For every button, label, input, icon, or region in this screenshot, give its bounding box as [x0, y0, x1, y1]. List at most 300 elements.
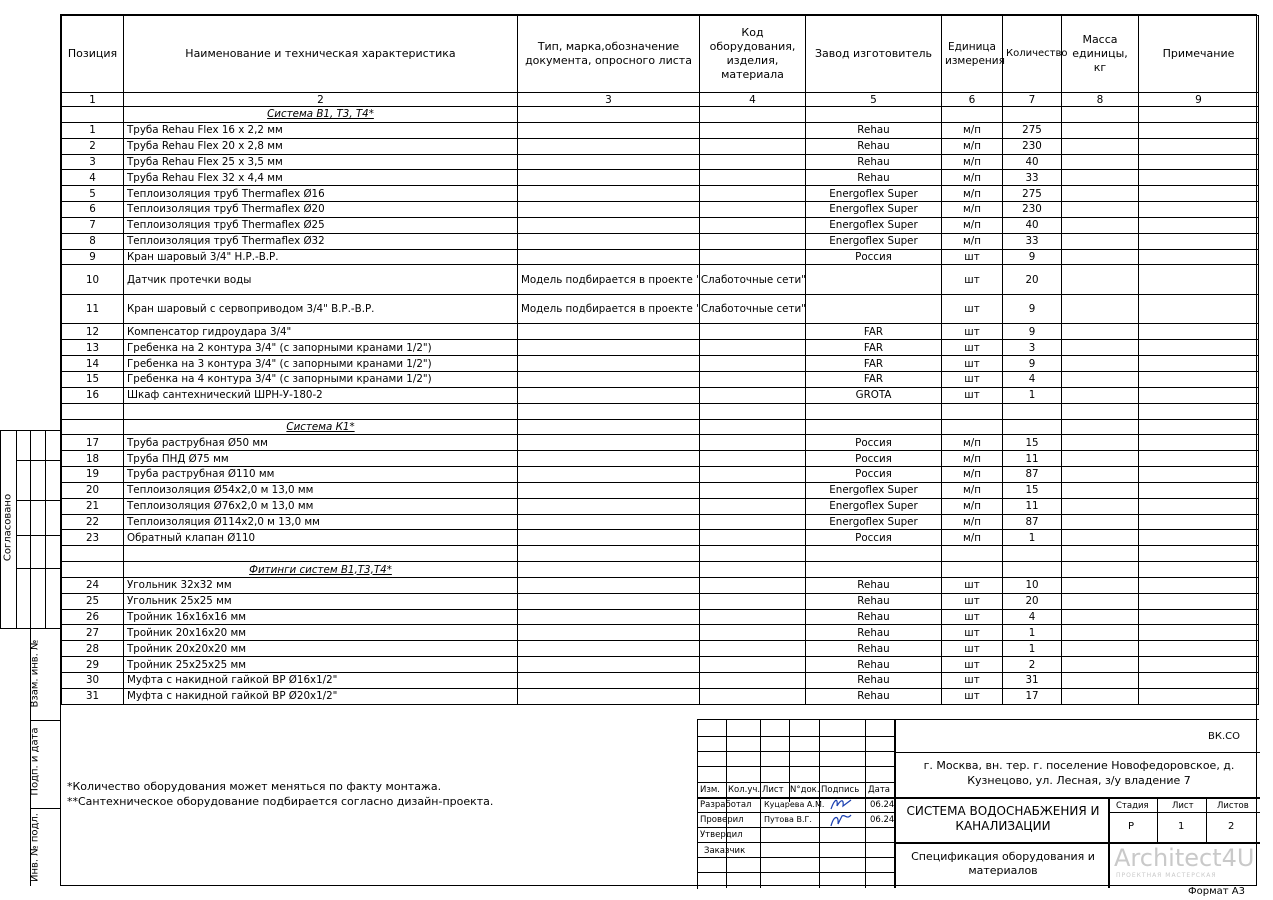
table-row: [62, 265, 1259, 295]
cell-unit: м/п: [942, 217, 1003, 233]
cell-maker: Россия: [806, 451, 942, 467]
cell-empty: [1062, 546, 1139, 562]
cell-unit: м/п: [942, 233, 1003, 249]
cell-note: [1139, 249, 1259, 265]
cell-name: Тройник 16x16x16 мм: [124, 609, 518, 625]
cell-qty: 31: [1003, 673, 1062, 689]
cell-code: [700, 641, 806, 657]
cell-empty: [942, 403, 1003, 419]
cell-note: [1139, 451, 1259, 467]
table-row: [62, 451, 1259, 467]
cell-code: [700, 233, 806, 249]
stage-label: Стадия: [1116, 801, 1149, 811]
cell-pos: [62, 562, 124, 578]
cell-doc: [518, 138, 700, 154]
cell-doc: [518, 340, 700, 356]
cell-empty: [806, 419, 942, 435]
cell-unit: м/п: [942, 530, 1003, 546]
cell-qty: 4: [1003, 609, 1062, 625]
cell-qty: 4: [1003, 371, 1062, 387]
cell-maker: Rehau: [806, 577, 942, 593]
cell-empty: [942, 419, 1003, 435]
cell-empty: [1062, 562, 1139, 578]
cell-name: Гребенка на 3 контура 3/4" (с запорными кранами 1/2"): [124, 356, 518, 372]
cell-maker: Россия: [806, 530, 942, 546]
cell-mass: [1062, 217, 1139, 233]
cell-doc: [518, 202, 700, 218]
cell-qty: 17: [1003, 688, 1062, 704]
logo-subtitle: ПРОЕКТНАЯ МАСТЕРСКАЯ: [1116, 872, 1217, 879]
cell-mass: [1062, 202, 1139, 218]
col-num: 2: [124, 93, 518, 107]
cell-position: 12: [62, 324, 124, 340]
cell-doc: [518, 577, 700, 593]
cell-maker: Rehau: [806, 688, 942, 704]
cell-position: 29: [62, 657, 124, 673]
col-num: 8: [1062, 93, 1139, 107]
cell-maker: Energoflex Super: [806, 498, 942, 514]
header-row: [62, 16, 1259, 93]
table-row: [62, 233, 1259, 249]
cell-maker: Rehau: [806, 170, 942, 186]
cell-unit: шт: [942, 577, 1003, 593]
cell-name: Угольник 25x25 мм: [124, 593, 518, 609]
cell-empty: [1062, 107, 1139, 123]
cell-note: [1139, 641, 1259, 657]
cell-unit: шт: [942, 249, 1003, 265]
cell-code: [700, 514, 806, 530]
col-num: 1: [62, 93, 124, 107]
cell-mass: [1062, 657, 1139, 673]
cell-unit: м/п: [942, 467, 1003, 483]
cell-doc: [518, 641, 700, 657]
cell-pos: [62, 107, 124, 123]
cell-qty: 20: [1003, 593, 1062, 609]
cell-mass: [1062, 186, 1139, 202]
cell-code: [700, 467, 806, 483]
cell-mass: [1062, 435, 1139, 451]
cell-maker: [806, 294, 942, 324]
header-note: Примечание: [1139, 16, 1259, 93]
cell-empty: [700, 562, 806, 578]
cell-maker: [806, 265, 942, 295]
drawing-sheet: [60, 14, 1257, 886]
cell-unit: м/п: [942, 186, 1003, 202]
cell-qty: 11: [1003, 498, 1062, 514]
cell-code: [700, 249, 806, 265]
cell-mass: [1062, 170, 1139, 186]
cell-empty: [1003, 403, 1062, 419]
cell-unit: шт: [942, 387, 1003, 403]
cell-empty: [1003, 419, 1062, 435]
cell-qty: 15: [1003, 482, 1062, 498]
stamp-role-check: Проверил: [700, 815, 744, 825]
cell-code: [700, 356, 806, 372]
cell-unit: м/п: [942, 154, 1003, 170]
cell-code: [700, 688, 806, 704]
sheet-label: Лист: [1172, 801, 1194, 811]
cell-empty: [1139, 562, 1259, 578]
stamp-col-kol: Кол.уч.: [728, 785, 761, 795]
cell-unit: шт: [942, 294, 1003, 324]
cell-code: [700, 324, 806, 340]
object-address: г. Москва, вн. тер. г. поселение Новофедоровское, д. Кузнецово, ул. Лесная, з/у владение 7: [923, 759, 1235, 787]
cell-name: Тройник 20x16x20 мм: [124, 625, 518, 641]
cell-position: 3: [62, 154, 124, 170]
table-row: [62, 356, 1259, 372]
empty-row: [62, 403, 1259, 419]
table-row: [62, 609, 1259, 625]
cell-doc: [518, 233, 700, 249]
cell-maker: Energoflex Super: [806, 482, 942, 498]
cell-mass: [1062, 641, 1139, 657]
cell-position: 30: [62, 673, 124, 689]
stamp-col-ndok: N°док.: [790, 785, 820, 795]
cell-name: Теплоизоляция Ø114x2,0 м 13,0 мм: [124, 514, 518, 530]
cell-code: [700, 609, 806, 625]
section-row: [62, 107, 1259, 123]
signature-icon: [829, 796, 853, 812]
cell-doc: [518, 609, 700, 625]
cell-doc: [518, 371, 700, 387]
cell-note: [1139, 593, 1259, 609]
cell-maker: Energoflex Super: [806, 514, 942, 530]
cell-note: [1139, 435, 1259, 451]
table-row: [62, 498, 1259, 514]
stamp-dev-date: 06.24: [870, 800, 895, 810]
cell-name: Гребенка на 4 контура 3/4" (с запорными кранами 1/2"): [124, 371, 518, 387]
format-label: Формат А3: [1188, 886, 1245, 897]
cell-note: [1139, 233, 1259, 249]
cell-position: 9: [62, 249, 124, 265]
col-num: 7: [1003, 93, 1062, 107]
table-row: [62, 170, 1259, 186]
note-2: **Сантехническое оборудование подбирается согласно дизайн-проекта.: [67, 795, 494, 808]
stamp-col-data: Дата: [868, 785, 891, 795]
cell-empty: [124, 546, 518, 562]
cell-doc: [518, 657, 700, 673]
cell-name: Труба Rehau Flex 32 x 4,4 мм: [124, 170, 518, 186]
cell-empty: [700, 546, 806, 562]
cell-position: 24: [62, 577, 124, 593]
cell-doc: [518, 514, 700, 530]
cell-position: 23: [62, 530, 124, 546]
cell-name: Труба Rehau Flex 25 x 3,5 мм: [124, 154, 518, 170]
cell-maker: GROTA: [806, 387, 942, 403]
cell-empty: [1139, 107, 1259, 123]
header-qty: Количество: [1003, 16, 1062, 93]
cell-qty: 9: [1003, 249, 1062, 265]
cell-maker: Rehau: [806, 138, 942, 154]
cell-doc: [518, 217, 700, 233]
cell-position: 11: [62, 294, 124, 324]
cell-doc: [518, 356, 700, 372]
header-name: Наименование и техническая характеристика: [124, 16, 518, 93]
table-row: [62, 467, 1259, 483]
cell-unit: шт: [942, 371, 1003, 387]
cell-maker: Energoflex Super: [806, 217, 942, 233]
cell-maker: Россия: [806, 467, 942, 483]
sheets-label: Листов: [1217, 801, 1249, 811]
cell-name: Кран шаровый с сервоприводом 3/4" В.Р.-В.Р.: [124, 294, 518, 324]
stamp-check-name: Путова В.Г.: [764, 815, 812, 824]
stamp-col-izm: Изм.: [700, 785, 720, 795]
cell-qty: 230: [1003, 138, 1062, 154]
cell-unit: шт: [942, 324, 1003, 340]
cell-mass: [1062, 593, 1139, 609]
table-row: [62, 249, 1259, 265]
cell-mass: [1062, 688, 1139, 704]
table-row: [62, 482, 1259, 498]
cell-doc: [518, 467, 700, 483]
cell-doc: [518, 625, 700, 641]
cell-doc: [518, 530, 700, 546]
left-approval-strip: [0, 430, 60, 886]
specification-body: [62, 107, 1259, 705]
cell-position: 17: [62, 435, 124, 451]
cell-mass: [1062, 467, 1139, 483]
cell-unit: шт: [942, 625, 1003, 641]
notes: [67, 779, 493, 809]
cell-name: Гребенка на 2 контура 3/4" (с запорными кранами 1/2"): [124, 340, 518, 356]
header-unit: Единица измерения: [942, 16, 1003, 93]
cell-code: [700, 530, 806, 546]
cell-empty: [942, 562, 1003, 578]
cell-name: Датчик протечки воды: [124, 265, 518, 295]
cell-maker: Россия: [806, 435, 942, 451]
cell-note: [1139, 498, 1259, 514]
cell-doc: [518, 170, 700, 186]
table-row: [62, 154, 1259, 170]
cell-position: 6: [62, 202, 124, 218]
cell-maker: FAR: [806, 324, 942, 340]
cell-maker: FAR: [806, 340, 942, 356]
cell-maker: FAR: [806, 356, 942, 372]
cell-doc: [518, 186, 700, 202]
cell-position: 21: [62, 498, 124, 514]
cell-unit: м/п: [942, 514, 1003, 530]
header-code: Код оборудования, изделия, материала: [700, 16, 806, 93]
sidebar-inv-orig: Инв. № подл.: [29, 813, 41, 882]
cell-qty: 275: [1003, 186, 1062, 202]
cell-name: Труба Rehau Flex 20 x 2,8 мм: [124, 138, 518, 154]
table-row: [62, 641, 1259, 657]
cell-empty: [1062, 403, 1139, 419]
cell-position: 25: [62, 593, 124, 609]
section-title: Фитинги систем В1,Т3,Т4*: [124, 562, 518, 578]
cell-note: [1139, 625, 1259, 641]
cell-qty: 9: [1003, 356, 1062, 372]
cell-qty: 2: [1003, 657, 1062, 673]
cell-note: [1139, 294, 1259, 324]
cell-maker: Россия: [806, 249, 942, 265]
cell-position: 22: [62, 514, 124, 530]
sheet-title: Спецификация оборудования и материалов: [911, 850, 1095, 877]
cell-qty: 33: [1003, 170, 1062, 186]
cell-position: 26: [62, 609, 124, 625]
cell-mass: [1062, 625, 1139, 641]
cell-empty: [806, 546, 942, 562]
cell-code: [700, 435, 806, 451]
cell-mass: [1062, 233, 1139, 249]
cell-code: [700, 387, 806, 403]
cell-position: 4: [62, 170, 124, 186]
cell-mass: [1062, 249, 1139, 265]
cell-doc: [518, 435, 700, 451]
cell-empty: [518, 562, 700, 578]
cell-name: Обратный клапан Ø110: [124, 530, 518, 546]
cell-qty: 40: [1003, 217, 1062, 233]
cell-doc: [518, 387, 700, 403]
cell-code: [700, 217, 806, 233]
cell-mass: [1062, 340, 1139, 356]
cell-pos: [62, 419, 124, 435]
section-title: Система К1*: [124, 419, 518, 435]
cell-unit: м/п: [942, 451, 1003, 467]
cell-empty: [700, 419, 806, 435]
cell-unit: шт: [942, 609, 1003, 625]
table-row: [62, 688, 1259, 704]
cell-doc: [518, 249, 700, 265]
cell-doc: [518, 154, 700, 170]
cell-name: Труба Rehau Flex 16 x 2,2 мм: [124, 122, 518, 138]
cell-doc: [518, 122, 700, 138]
cell-qty: 9: [1003, 294, 1062, 324]
table-row: [62, 514, 1259, 530]
cell-unit: шт: [942, 657, 1003, 673]
cell-code: [700, 577, 806, 593]
cell-qty: 9: [1003, 324, 1062, 340]
cell-name: Теплоизоляция труб Thermaflex Ø20: [124, 202, 518, 218]
cell-mass: [1062, 138, 1139, 154]
cell-empty: [1139, 546, 1259, 562]
cell-mass: [1062, 514, 1139, 530]
specification-table: [61, 15, 1259, 705]
cell-unit: шт: [942, 265, 1003, 295]
cell-code: [700, 498, 806, 514]
header-maker: Завод изготовитель: [806, 16, 942, 93]
stamp-dev-name: Куцарева А.М.: [764, 800, 825, 809]
cell-name: Теплоизоляция Ø54x2,0 м 13,0 мм: [124, 482, 518, 498]
cell-position: 7: [62, 217, 124, 233]
cell-empty: [700, 403, 806, 419]
cell-position: 14: [62, 356, 124, 372]
cell-name: Труба раструбная Ø50 мм: [124, 435, 518, 451]
cell-note: [1139, 673, 1259, 689]
signature-icon: [829, 812, 853, 828]
cell-code: [700, 138, 806, 154]
cell-qty: 1: [1003, 387, 1062, 403]
cell-qty: 87: [1003, 467, 1062, 483]
cell-unit: м/п: [942, 202, 1003, 218]
cell-code: [700, 482, 806, 498]
cell-doc: [518, 324, 700, 340]
col-num: 5: [806, 93, 942, 107]
cell-note: [1139, 387, 1259, 403]
table-row: [62, 202, 1259, 218]
section-title: Система В1, Т3, Т4*: [124, 107, 518, 123]
cell-code: [700, 451, 806, 467]
cell-code: [700, 593, 806, 609]
cell-name: Теплоизоляция Ø76x2,0 м 13,0 мм: [124, 498, 518, 514]
cell-empty: [518, 419, 700, 435]
cell-maker: Energoflex Super: [806, 233, 942, 249]
sheet-value: 1: [1178, 821, 1185, 832]
cell-unit: м/п: [942, 482, 1003, 498]
cell-qty: 230: [1003, 202, 1062, 218]
cell-unit: шт: [942, 356, 1003, 372]
cell-position: 27: [62, 625, 124, 641]
cell-code: [700, 657, 806, 673]
cell-name: Компенсатор гидроудара 3/4": [124, 324, 518, 340]
table-row: [62, 530, 1259, 546]
cell-mass: [1062, 122, 1139, 138]
cell-name: Муфта с накидной гайкой ВР Ø20x1/2": [124, 688, 518, 704]
cell-name: Труба ПНД Ø75 мм: [124, 451, 518, 467]
cell-empty: [806, 403, 942, 419]
column-number-row: [62, 93, 1259, 107]
cell-empty: [62, 546, 124, 562]
cell-note: [1139, 482, 1259, 498]
col-num: 4: [700, 93, 806, 107]
cell-unit: шт: [942, 673, 1003, 689]
cell-empty: [806, 562, 942, 578]
cell-maker: FAR: [806, 371, 942, 387]
cell-mass: [1062, 451, 1139, 467]
sidebar-inv-replace: Взам. инв. №: [29, 639, 41, 708]
cell-position: 2: [62, 138, 124, 154]
cell-mass: [1062, 154, 1139, 170]
stamp-role-approve: Утвердил: [700, 830, 743, 840]
stamp-check-date: 06.24: [870, 815, 895, 825]
cell-name: Труба раструбная Ø110 мм: [124, 467, 518, 483]
cell-empty: [1003, 107, 1062, 123]
cell-empty: [124, 403, 518, 419]
table-row: [62, 625, 1259, 641]
table-row: [62, 138, 1259, 154]
stamp-col-list: Лист: [762, 785, 784, 795]
cell-doc: [518, 451, 700, 467]
cell-unit: м/п: [942, 122, 1003, 138]
cell-empty: [1062, 419, 1139, 435]
cell-name: Шкаф сантехнический ШРН-У-180-2: [124, 387, 518, 403]
cell-unit: м/п: [942, 138, 1003, 154]
cell-name: Кран шаровый 3/4" Н.Р.-В.Р.: [124, 249, 518, 265]
table-row: [62, 435, 1259, 451]
cell-note: [1139, 467, 1259, 483]
cell-maker: Rehau: [806, 593, 942, 609]
cell-name: Тройник 25x25x25 мм: [124, 657, 518, 673]
cell-qty: 33: [1003, 233, 1062, 249]
cell-doc: [518, 498, 700, 514]
cell-mass: [1062, 482, 1139, 498]
cell-maker: Rehau: [806, 122, 942, 138]
cell-note: [1139, 340, 1259, 356]
table-row: [62, 324, 1259, 340]
cell-note: [1139, 514, 1259, 530]
cell-empty: [62, 403, 124, 419]
table-row: [62, 371, 1259, 387]
cell-unit: м/п: [942, 435, 1003, 451]
section-row: [62, 562, 1259, 578]
cell-position: 18: [62, 451, 124, 467]
cell-unit: шт: [942, 688, 1003, 704]
cell-mass: [1062, 530, 1139, 546]
cell-note: [1139, 688, 1259, 704]
cell-note: [1139, 324, 1259, 340]
cell-empty: [806, 107, 942, 123]
cell-note: [1139, 609, 1259, 625]
